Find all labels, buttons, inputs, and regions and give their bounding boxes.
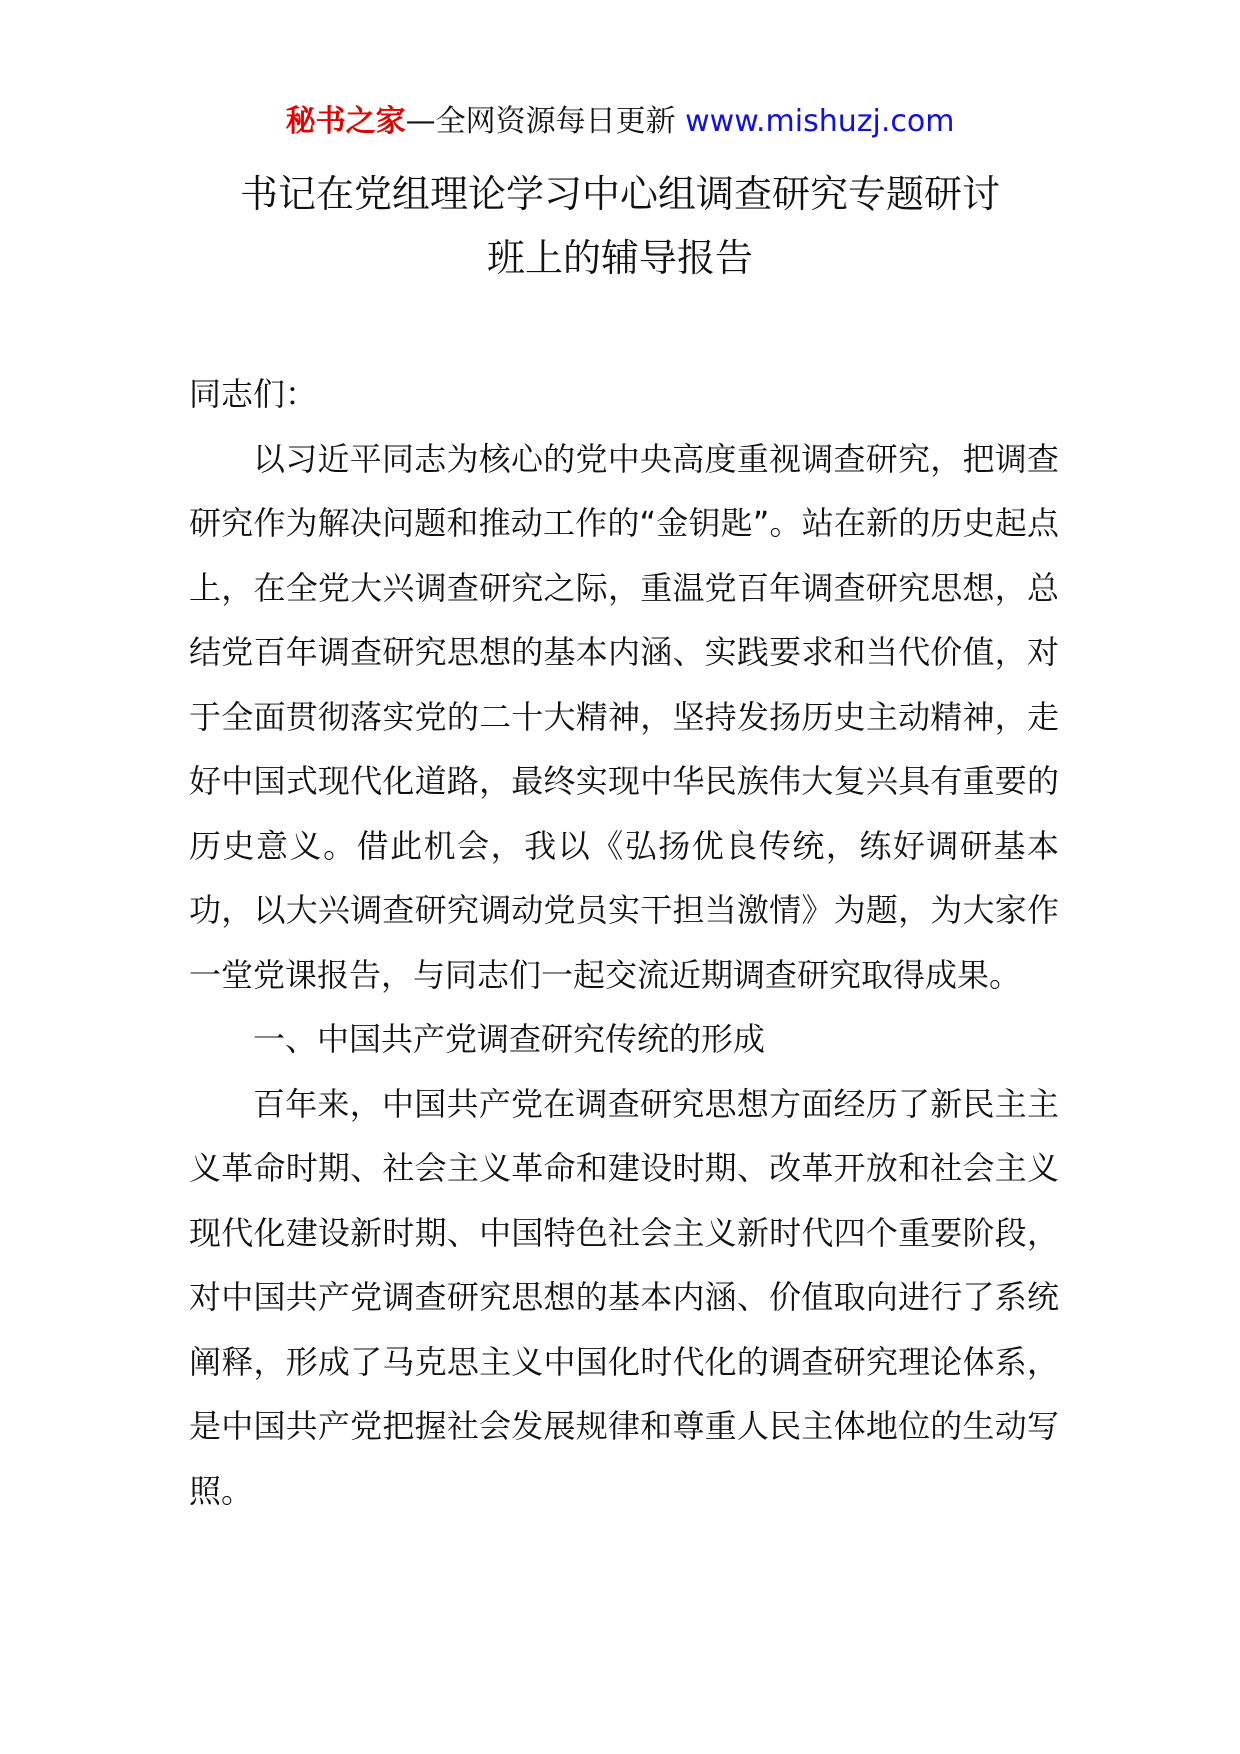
header-slogan: —全网资源每日更新 <box>405 104 686 139</box>
paragraph-intro: 以习近平同志为核心的党中央高度重视调查研究，把调查研究作为解决问题和推动工作的“金钥匙”。站在新的历史起点上，在全党大兴调查研究之际，重温党百年调查研究思想，总结党百年调查研究思想的基本内涵、实践要求和当代价值，对于全面贯彻落实党的二十大精神，坚持发扬历史主动精神，走好中国式现代化道路，最终实现中华民族伟大复兴具有重要的历史意义。借此机会，我以《弘扬优良传统，练好调研基本功，以大兴调查研究调动党员实干担当激情》为题，为大家作一堂党课报告，与同志们一起交流近期调查研究取得成果。 <box>189 439 1059 994</box>
paragraph-history: 百年来，中国共产党在调查研究思想方面经历了新民主主义革命时期、社会主义革命和建设时期、改革开放和社会主义现代化建设新时期、中国特色社会主义新时代四个重要阶段，对中国共产党调查研究思想的基本内涵、价值取向进行了系统阐释，形成了马克思主义中国化时代化的调查研究理论体系，是中国共产党把握社会发展规律和尊重人民主体地位的生动写照。 <box>189 1084 1059 1510</box>
document-title <box>150 162 1090 290</box>
site-header <box>0 100 1240 144</box>
brand-name[interactable]: 秘书之家 <box>285 104 406 139</box>
site-url-link[interactable]: www.mishuzj.com <box>685 104 955 139</box>
document-body <box>189 362 1059 1523</box>
section-heading-1: 一、中国共产党调查研究传统的形成 <box>253 1020 766 1058</box>
title-line-1: 书记在党组理论学习中心组调查研究专题研讨 <box>239 172 1000 216</box>
title-line-2: 班上的辅导报告 <box>486 236 753 280</box>
salutation: 同志们： <box>189 375 318 413</box>
